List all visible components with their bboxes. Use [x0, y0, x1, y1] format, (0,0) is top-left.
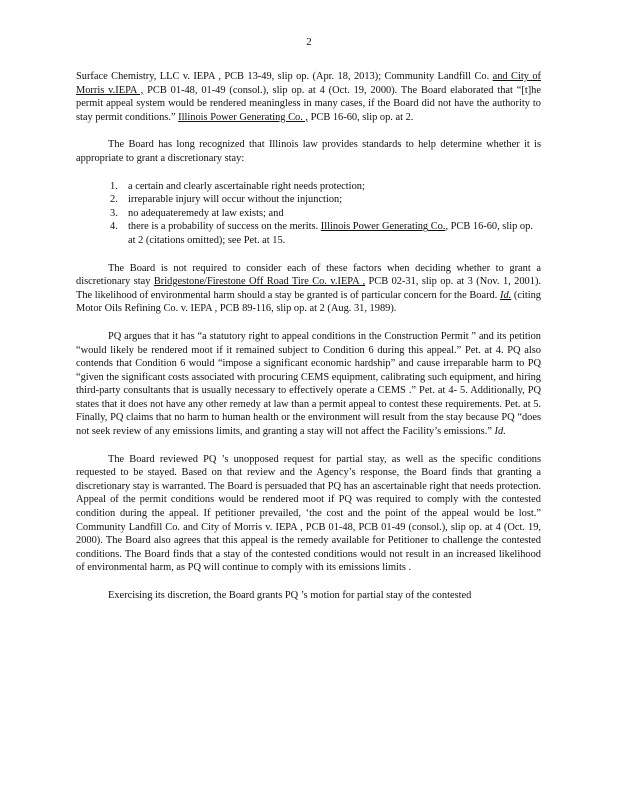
list-item: 3. no adequateremedy at law exists; and	[110, 207, 284, 219]
document-body	[76, 70, 541, 603]
citation-id: Id.	[499, 289, 512, 301]
citation-illinois-power: Illinois Power Generating Co.	[320, 221, 446, 233]
citation-bridgestone: Bridgestone/Firestone Off Road Tire Co. v.IEPA ,	[153, 276, 366, 288]
citation-illinois-power: Illinois Power Generating Co. ,	[178, 111, 309, 123]
paragraph-1	[76, 70, 541, 124]
paragraph-5: The Board reviewed PQ ’s unopposed request for partial stay, as well as the specific conditions requested to be stayed. Based on that review and the Agency’s response, the Board finds that granting a discretionary stay is warranted. The Board is persuaded that PQ has an ascertainable right that needs protection. Appeal of the permit conditions would be rendered moot if PQ was required to comply with the contested condition during the appeal. If petitioner prevailed, ‘the cost and the point of the appeal would be lost.” Community Landfill Co. and City of Morris v. IEPA , PCB 01-48, PCB 01-49 (consol.), slip op. at 4 (Oct. 19, 2000). The Board also agrees that this appeal is the remedy available for Petitioner to challenge the contested conditions. The Board finds that a stay of the contested conditions would not result in an increased likelihood of environmental harm, as PQ will continue to comply with its emissions limits .	[76, 453, 541, 574]
citation-community-landfill: and City of Morris v.IEPA ,	[76, 71, 541, 96]
stay-factors-list	[76, 180, 541, 248]
paragraph-3: The Board is not required to consider each of these factors when deciding whether to grant a discretionary stay Bridgestone/Firestone Off Road Tire Co. v.IEPA , PCB 02-31, slip op. at 3 (Nov. 1, 2001). The likelihood of environmental harm should a stay be granted is of particular concern for the Board. Id. (citing Motor Oils Refining Co. v. IEPA , PCB 89-116, slip op. at 2 (Aug. 31, 1989).	[76, 262, 542, 315]
page-number: 2	[306, 36, 312, 48]
list-item: 2. irreparable injury will occur without the injunction;	[110, 194, 343, 206]
paragraph-6: Exercising its discretion, the Board grants PQ ’s motion for partial stay of the contested	[108, 590, 472, 601]
p1-text-e: PCB 16-60, slip op. at 2.	[308, 111, 414, 123]
list-item: 4. there is a probability of success on the merits. Illinois Power Generating Co., PCB 16-60, slip op. at 2 (citations omitted); see Pet. at 15.	[110, 221, 533, 246]
list-item: 1. a certain and clearly ascertainable right needs protection;	[110, 180, 365, 192]
citation-id: Id.	[494, 426, 506, 438]
paragraph-2: The Board has long recognized that Illinois law provides standards to help determine whether it is appropriate to grant a discretionary stay:	[76, 139, 541, 164]
paragraph-4: PQ argues that it has “a statutory right to appeal conditions in the Construction Permit ” and its petition “would likely be rendered moot if it remained subject to Condition 6 during this appeal.” Pet. at 4. PQ also contends that Condition 6 would “impose a significant economic hardship” and cause irreparable harm to PQ “given the significant costs associated with procuring CEMS equipment, calibrating such equipment, and hiring third-party consultants that is usually necessary to effectively operate a CEMS .” Pet. at 4- 5. Additionally, PQ states that it does not have any other remedy at law than a permit appeal to contest these requirements. Pet. at 5. Finally, PQ claims that no harm to human health or the environment will result from the stay because PQ “does not seek review of any emissions limits, and granting a stay will not affect the Facility’s emissions.” Id.	[76, 330, 541, 438]
p1-text-a: Surface Chemistry, LLC v. IEPA , PCB 13-49, slip op. (Apr. 18, 2013); Community Landfill Co.	[76, 71, 493, 82]
p1-text-c: PCB 01-48, 01-49 (consol.), slip op. at 4 (Oct. 19, 2000). The Board elaborated that “[t]he permit appeal system would be rendered meaningless in many cases, if the Board did not have the authority to stay permit conditions.”	[76, 84, 541, 123]
